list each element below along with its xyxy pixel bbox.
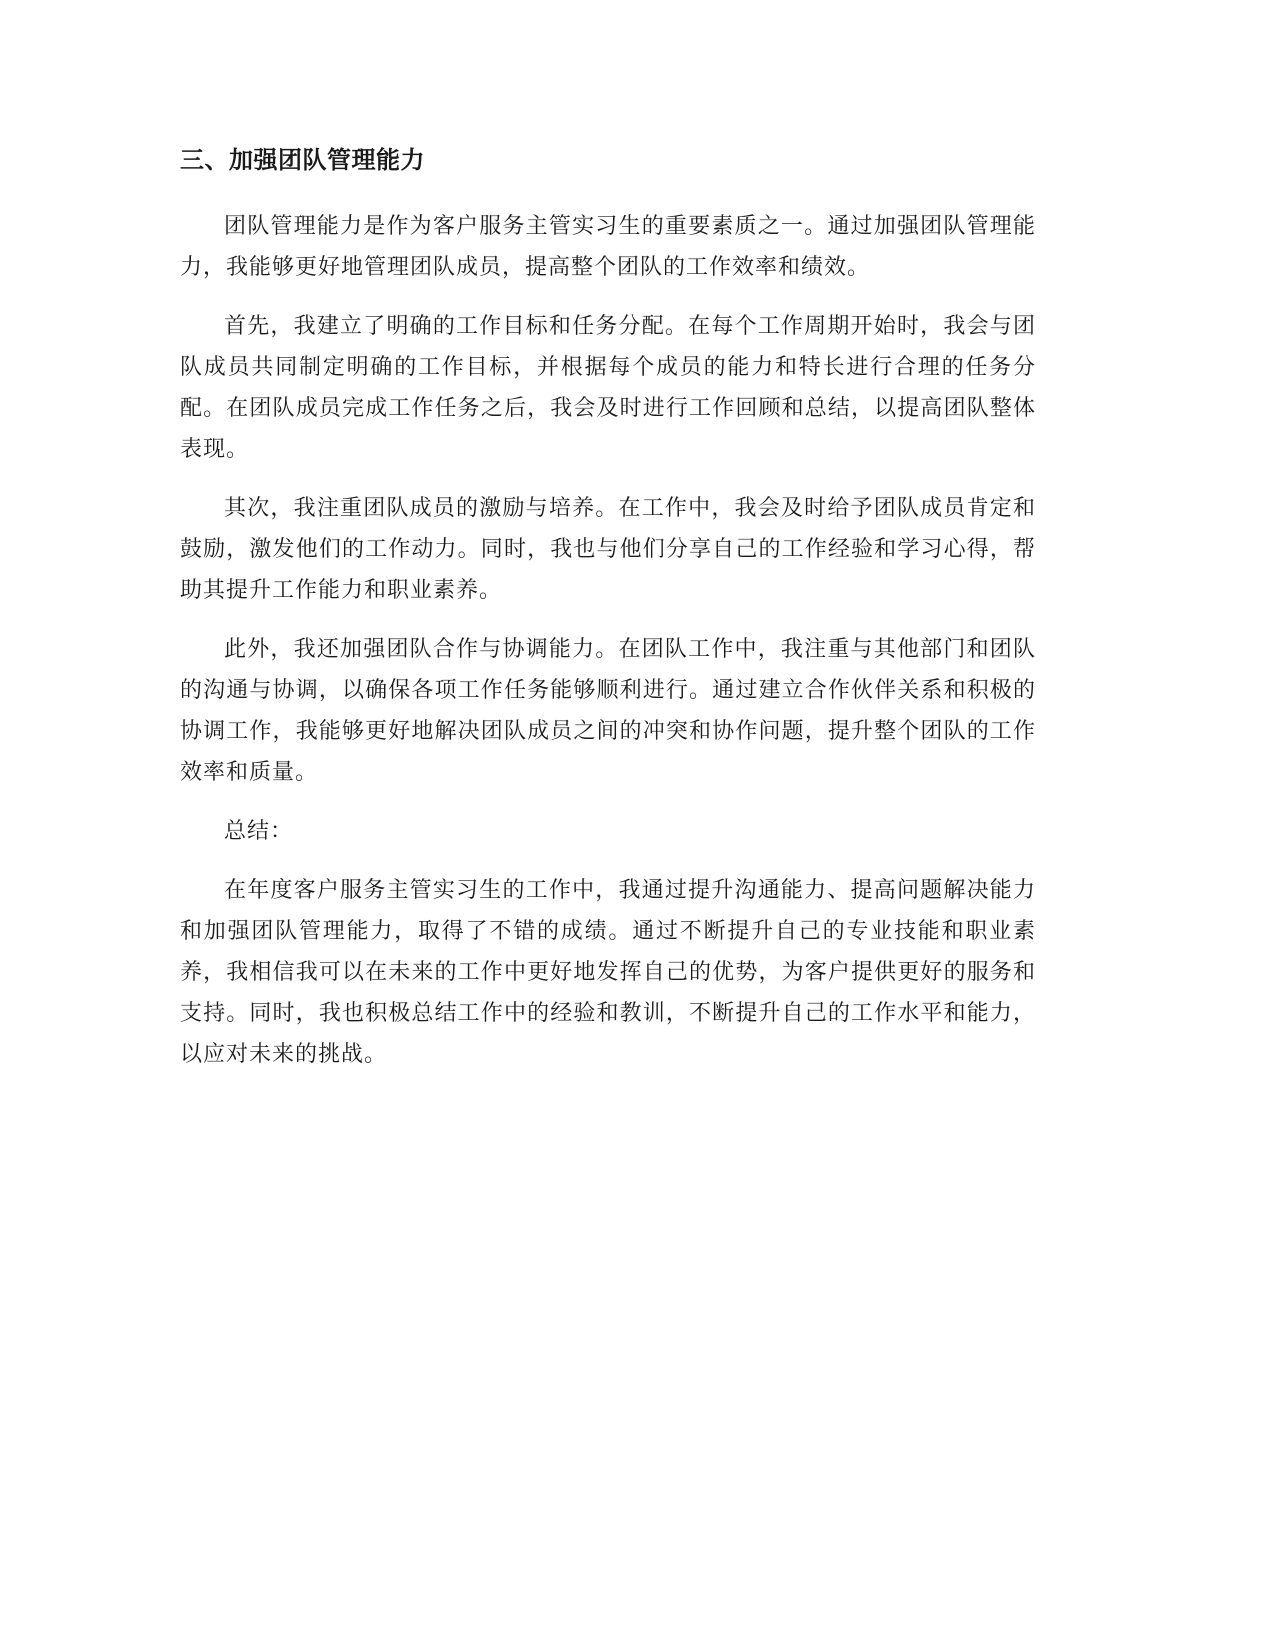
paragraph-team-management-intro: 团队管理能力是作为客户服务主管实习生的重要素质之一。通过加强团队管理能力，我能够更好地管理团队成员，提高整个团队的工作效率和绩效。 <box>180 214 1036 280</box>
paragraph-cooperation-and-coordination: 此外，我还加强团队合作与协调能力。在团队工作中，我注重与其他部门和团队的沟通与协调，以确保各项工作任务能够顺利进行。通过建立合作伙伴关系和积极的协调工作，我能够更好地解决团队成员之间的冲突和协作问题，提升整个团队的工作效率和质量。 <box>180 637 1036 785</box>
paragraph-summary-body: 在年度客户服务主管实习生的工作中，我通过提升沟通能力、提高问题解决能力和加强团队管理能力，取得了不错的成绩。通过不断提升自己的专业技能和职业素养，我相信我可以在未来的工作中更好地发挥自己的优势，为客户提供更好的服务和支持。同时，我也积极总结工作中的经验和教训，不断提升自己的工作水平和能力，以应对未来的挑战。 <box>180 878 1036 1067</box>
paragraph-summary-label: 总结： <box>224 819 294 844</box>
document-page <box>180 140 1036 1093</box>
section-heading: 三、加强团队管理能力 <box>180 146 425 174</box>
paragraph-motivation-and-training: 其次，我注重团队成员的激励与培养。在工作中，我会及时给予团队成员肯定和鼓励，激发他们的工作动力。同时，我也与他们分享自己的工作经验和学习心得，帮助其提升工作能力和职业素养。 <box>180 496 1036 603</box>
paragraph-goals-and-tasks: 首先，我建立了明确的工作目标和任务分配。在每个工作周期开始时，我会与团队成员共同制定明确的工作目标，并根据每个成员的能力和特长进行合理的任务分配。在团队成员完成工作任务之后，我会及时进行工作回顾和总结，以提高团队整体表现。 <box>180 314 1036 462</box>
